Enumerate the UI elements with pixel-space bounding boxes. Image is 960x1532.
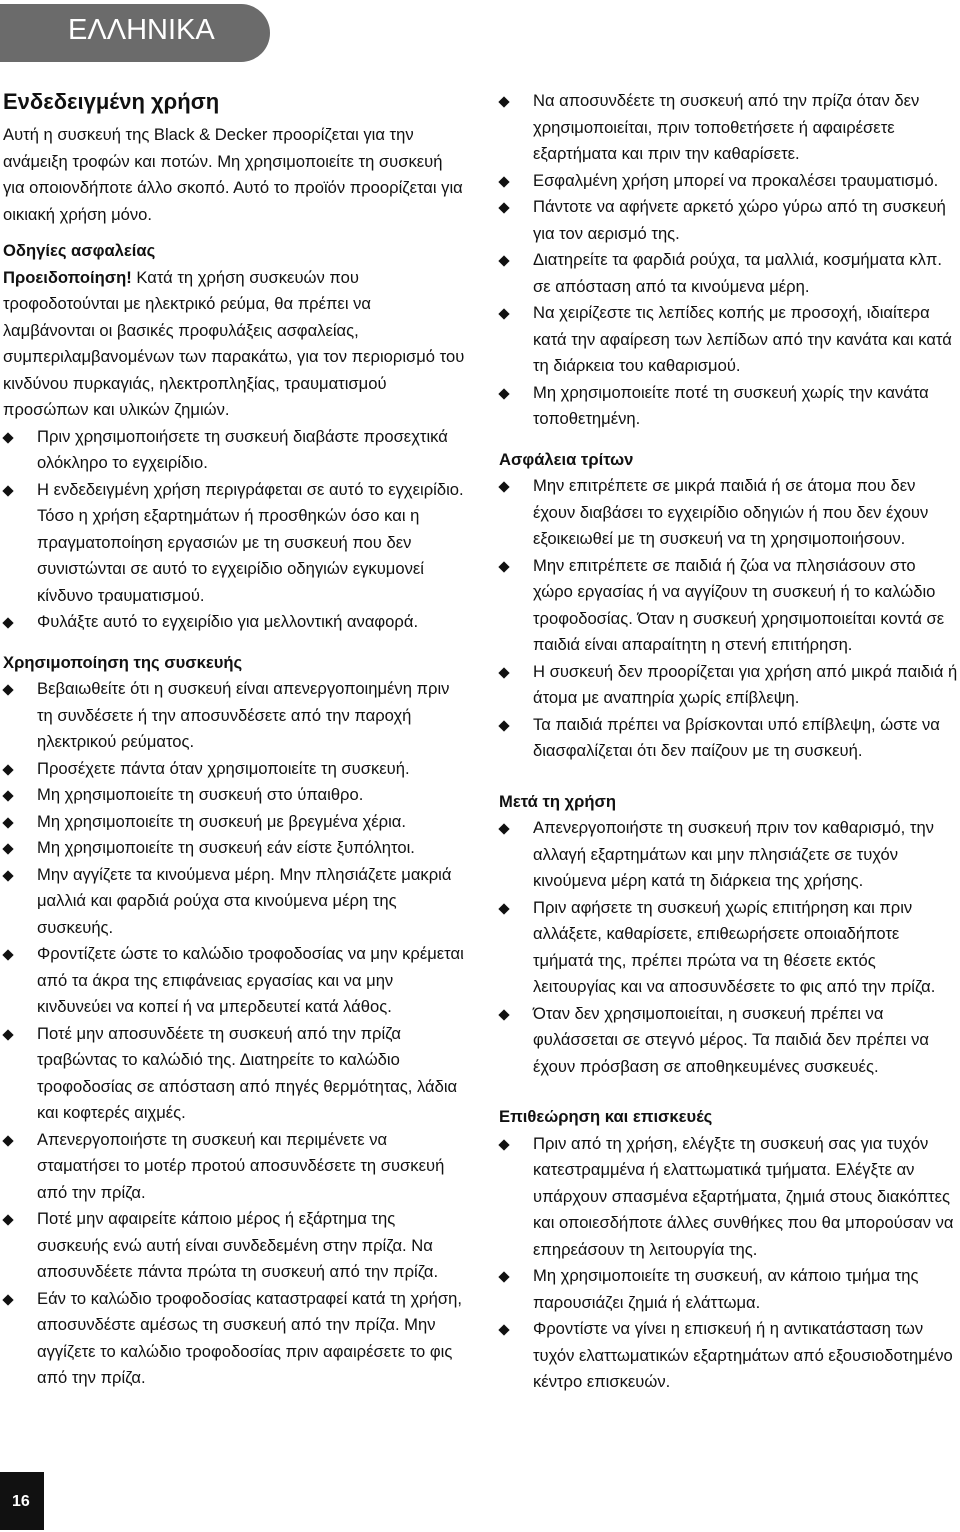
bullet-icon [2, 870, 13, 881]
list-item: Μην επιτρέπετε σε παιδιά ή ζώα να πλησιάσουν στο χώρο εργασίας ή να αγγίζουν τη συσκευή ή το καλώδιο τροφοδοσίας. Όταν η συσκευή χρησιμοποιείται κοντά σε παιδιά είναι απαραίτητη η στενή επιτήρηση. [499, 553, 959, 659]
bullet-icon [2, 764, 13, 775]
bullet-icon [2, 485, 13, 496]
bullet-icon [498, 561, 509, 572]
page-number-box [0, 1472, 44, 1530]
language-label: ΕΛΛΗΝΙΚΑ [68, 14, 215, 46]
safety-list-continued [499, 88, 959, 433]
inspection-list [499, 1131, 959, 1396]
list-item: Να χειρίζεστε τις λεπίδες κοπής με προσοχή, ιδιαίτερα κατά την αφαίρεση των λεπίδων από την κανάτα και κατά τη διάρκεια του καθαρισμού. [499, 300, 959, 380]
list-item: Πριν χρησιμοποιήσετε τη συσκευή διαβάστε προσεχτικά ολόκληρο το εγχειρίδιο. [3, 424, 465, 477]
list-item: Φροντίστε να γίνει η επισκευή ή η αντικατάσταση των τυχόν ελαττωματικών εξαρτημάτων από εξουσιοδοτημένο κέντρο επισκευών. [499, 1316, 959, 1396]
after-use-heading: Μετά τη χρήση [499, 791, 617, 811]
list-item: Απενεργοποιήστε τη συσκευή πριν τον καθαρισμό, την αλλαγή εξαρτημάτων και μην πλησιάζετε σε τυχόν κινούμενα μέρη κατά τη διάρκεια της χρήσης. [499, 815, 959, 895]
bullet-icon [498, 1009, 509, 1020]
left-column [3, 88, 465, 1392]
list-item: Η συσκευή δεν προορίζεται για χρήση από μικρά παιδιά ή άτομα με αναπηρία χωρίς επίβλεψη. [499, 659, 959, 712]
list-item: Ποτέ μην αφαιρείτε κάποιο μέρος ή εξάρτημα της συσκευής ενώ αυτή είναι συνδεδεμένη στην πρίζα. Να αποσυνδέετε πάντα πρώτα τη συσκευή από την πρίζα. [3, 1206, 465, 1286]
bullet-icon [2, 432, 13, 443]
list-item: Να αποσυνδέετε τη συσκευή από την πρίζα όταν δεν χρησιμοποιείται, πριν τοποθετήσετε ή αφαιρέσετε εξαρτήματα και πριν την καθαρίσετε. [499, 88, 959, 168]
third-party-list [499, 473, 959, 765]
language-tab [0, 4, 270, 62]
list-item: Τα παιδιά πρέπει να βρίσκονται υπό επίβλεψη, ώστε να διασφαλίζεται ότι δεν παίζουν με τη συσκευή. [499, 712, 959, 765]
bullet-icon [498, 202, 509, 213]
bullet-icon [498, 308, 509, 319]
list-item: Μη χρησιμοποιείτε τη συσκευή εάν είστε ξυπόλητοι. [3, 835, 465, 862]
list-item: Απενεργοποιήστε τη συσκευή και περιμένετε να σταματήσει το μοτέρ προτού αποσυνδέσετε τη συσκευή από την πρίζα. [3, 1127, 465, 1207]
safety-heading: Οδηγίες ασφαλείας [3, 241, 156, 260]
bullet-icon [498, 481, 509, 492]
bullet-icon [2, 1029, 13, 1040]
bullet-icon [498, 720, 509, 731]
intro-text: Αυτή η συσκευή της Black & Decker προορίζεται για την ανάμειξη τροφών και ποτών. Μη χρησιμοποιείτε τη συσκευή για οποιονδήποτε άλλο σκοπό. Αυτό το προϊόν προορίζεται για οικιακή χρήση μόνο. [3, 125, 463, 224]
bullet-icon [498, 255, 509, 266]
list-item: Η ενδεδειγμένη χρήση περιγράφεται σε αυτό το εγχειρίδιο. Τόσο η χρήση εξαρτημάτων ή προσθηκών όσο και η πραγματοποίηση εργασιών με τη συσκευή που δεν συνιστώνται σε αυτό το εγχειρίδιο οδηγιών εγκυμονεί κίνδυνο τραυματισμού. [3, 477, 465, 610]
list-item: Πριν αφήσετε τη συσκευή χωρίς επιτήρηση και πριν αλλάξετε, καθαρίσετε, επιθεωρήσετε οποιαδήποτε τμήματά της, πρέπει πρώτα να τη θέσετε εκτός λειτουργίας και να αποσυνδέσετε το φις από την πρίζα. [499, 895, 959, 1001]
bullet-icon [2, 1214, 13, 1225]
list-item: Φυλάξτε αυτό το εγχειρίδιο για μελλοντική αναφορά. [3, 609, 465, 636]
page-title: Ενδεδειγμένη χρήση [3, 89, 220, 114]
list-item: Μη χρησιμοποιείτε τη συσκευή στο ύπαιθρο. [3, 782, 465, 809]
bullet-icon [2, 817, 13, 828]
bullet-icon [2, 684, 13, 695]
list-item: Προσέχετε πάντα όταν χρησιμοποιείτε τη συσκευή. [3, 756, 465, 783]
bullet-icon [2, 1294, 13, 1305]
after-use-list [499, 815, 959, 1080]
safety-list [3, 424, 465, 636]
list-item: Εάν το καλώδιο τροφοδοσίας καταστραφεί κατά τη χρήση, αποσυνδέστε αμέσως τη συσκευή από την πρίζα. Μην αγγίζετε το καλώδιο τροφοδοσίας πριν αφαιρέσετε το φις από την πρίζα. [3, 1286, 465, 1392]
bullet-icon [498, 1139, 509, 1150]
use-heading: Χρησιμοποίηση της συσκευής [3, 652, 243, 672]
list-item: Διατηρείτε τα φαρδιά ρούχα, τα μαλλιά, κοσμήματα κλπ. σε απόσταση από τα κινούμενα μέρη. [499, 247, 959, 300]
right-column [499, 88, 959, 1396]
list-item: Πάντοτε να αφήνετε αρκετό χώρο γύρω από τη συσκευή για τον αερισμό της. [499, 194, 959, 247]
page-number: 16 [12, 1493, 30, 1510]
bullet-icon [2, 1135, 13, 1146]
bullet-icon [498, 388, 509, 399]
third-party-heading: Ασφάλεια τρίτων [499, 449, 634, 469]
bullet-icon [498, 1324, 509, 1335]
bullet-icon [2, 617, 13, 628]
list-item: Πριν από τη χρήση, ελέγξτε τη συσκευή σας για τυχόν κατεστραμμένα ή ελαττωματικά τμήματα. Ελέγξτε αν υπάρχουν σπασμένα εξαρτήματα, ζημιά στους διακόπτες και οποιεσδήποτε άλλες συνθήκες που θα μπορούσαν να επηρεάσουν τη λειτουργία της. [499, 1131, 959, 1264]
list-item: Ποτέ μην αποσυνδέετε τη συσκευή από την πρίζα τραβώντας το καλώδιό της. Διατηρείτε το καλώδιο τροφοδοσίας σε απόσταση από πηγές θερμότητας, λάδια και κοφτερές αιχμές. [3, 1021, 465, 1127]
bullet-icon [2, 843, 13, 854]
list-item: Βεβαιωθείτε ότι η συσκευή είναι απενεργοποιημένη πριν τη συνδέσετε ή την αποσυνδέσετε από την παροχή ηλεκτρικού ρεύματος. [3, 676, 465, 756]
bullet-icon [498, 823, 509, 834]
list-item: Φροντίζετε ώστε το καλώδιο τροφοδοσίας να μην κρέμεται από τα άκρα της επιφάνειας εργασίας και να μην κινδυνεύει να κοπεί ή να μπερδευτεί κατά λάθος. [3, 941, 465, 1021]
list-item: Μη χρησιμοποιείτε ποτέ τη συσκευή χωρίς την κανάτα τοποθετημένη. [499, 380, 959, 433]
bullet-icon [498, 1271, 509, 1282]
list-item: Μη χρησιμοποιείτε τη συσκευή με βρεγμένα χέρια. [3, 809, 465, 836]
warning-label: Προειδοποίηση! [3, 267, 132, 287]
bullet-icon [498, 903, 509, 914]
bullet-icon [498, 667, 509, 678]
list-item: Μη χρησιμοποιείτε τη συσκευή, αν κάποιο τμήμα της παρουσιάζει ζημιά ή ελάττωμα. [499, 1263, 959, 1316]
list-item: Μην αγγίζετε τα κινούμενα μέρη. Μην πλησιάζετε μακριά μαλλιά και φαρδιά ρούχα στα κινούμενα μέρη της συσκευής. [3, 862, 465, 942]
list-item: Εσφαλμένη χρήση μπορεί να προκαλέσει τραυματισμό. [499, 168, 959, 195]
warning-paragraph [3, 265, 465, 424]
bullet-icon [2, 949, 13, 960]
bullet-icon [498, 176, 509, 187]
list-item: Όταν δεν χρησιμοποιείται, η συσκευή πρέπει να φυλάσσεται σε στεγνό μέρος. Τα παιδιά δεν πρέπει να έχουν πρόσβαση σε αποθηκευμένες συσκευές. [499, 1001, 959, 1081]
inspection-heading: Επιθεώρηση και επισκευές [499, 1107, 713, 1126]
bullet-icon [2, 790, 13, 801]
bullet-icon [498, 96, 509, 107]
use-list [3, 676, 465, 1392]
warning-text: Κατά τη χρήση συσκευών που τροφοδοτούνται με ηλεκτρικό ρεύμα, θα πρέπει να λαμβάνονται οι βασικές προφυλάξεις ασφαλείας, συμπεριλαμβανομένων των παρακάτω, για τον περιορισμό του κινδύνου πυρκαγιάς, ηλεκτροπληξίας, τραυματισμού προσώπων και υλικών ζημιών. [3, 267, 465, 419]
list-item: Μην επιτρέπετε σε μικρά παιδιά ή σε άτομα που δεν έχουν διαβάσει το εγχειρίδιο οδηγιών ή που δεν έχουν εξοικειωθεί με τη συσκευή να τη χρησιμοποιήσουν. [499, 473, 959, 553]
